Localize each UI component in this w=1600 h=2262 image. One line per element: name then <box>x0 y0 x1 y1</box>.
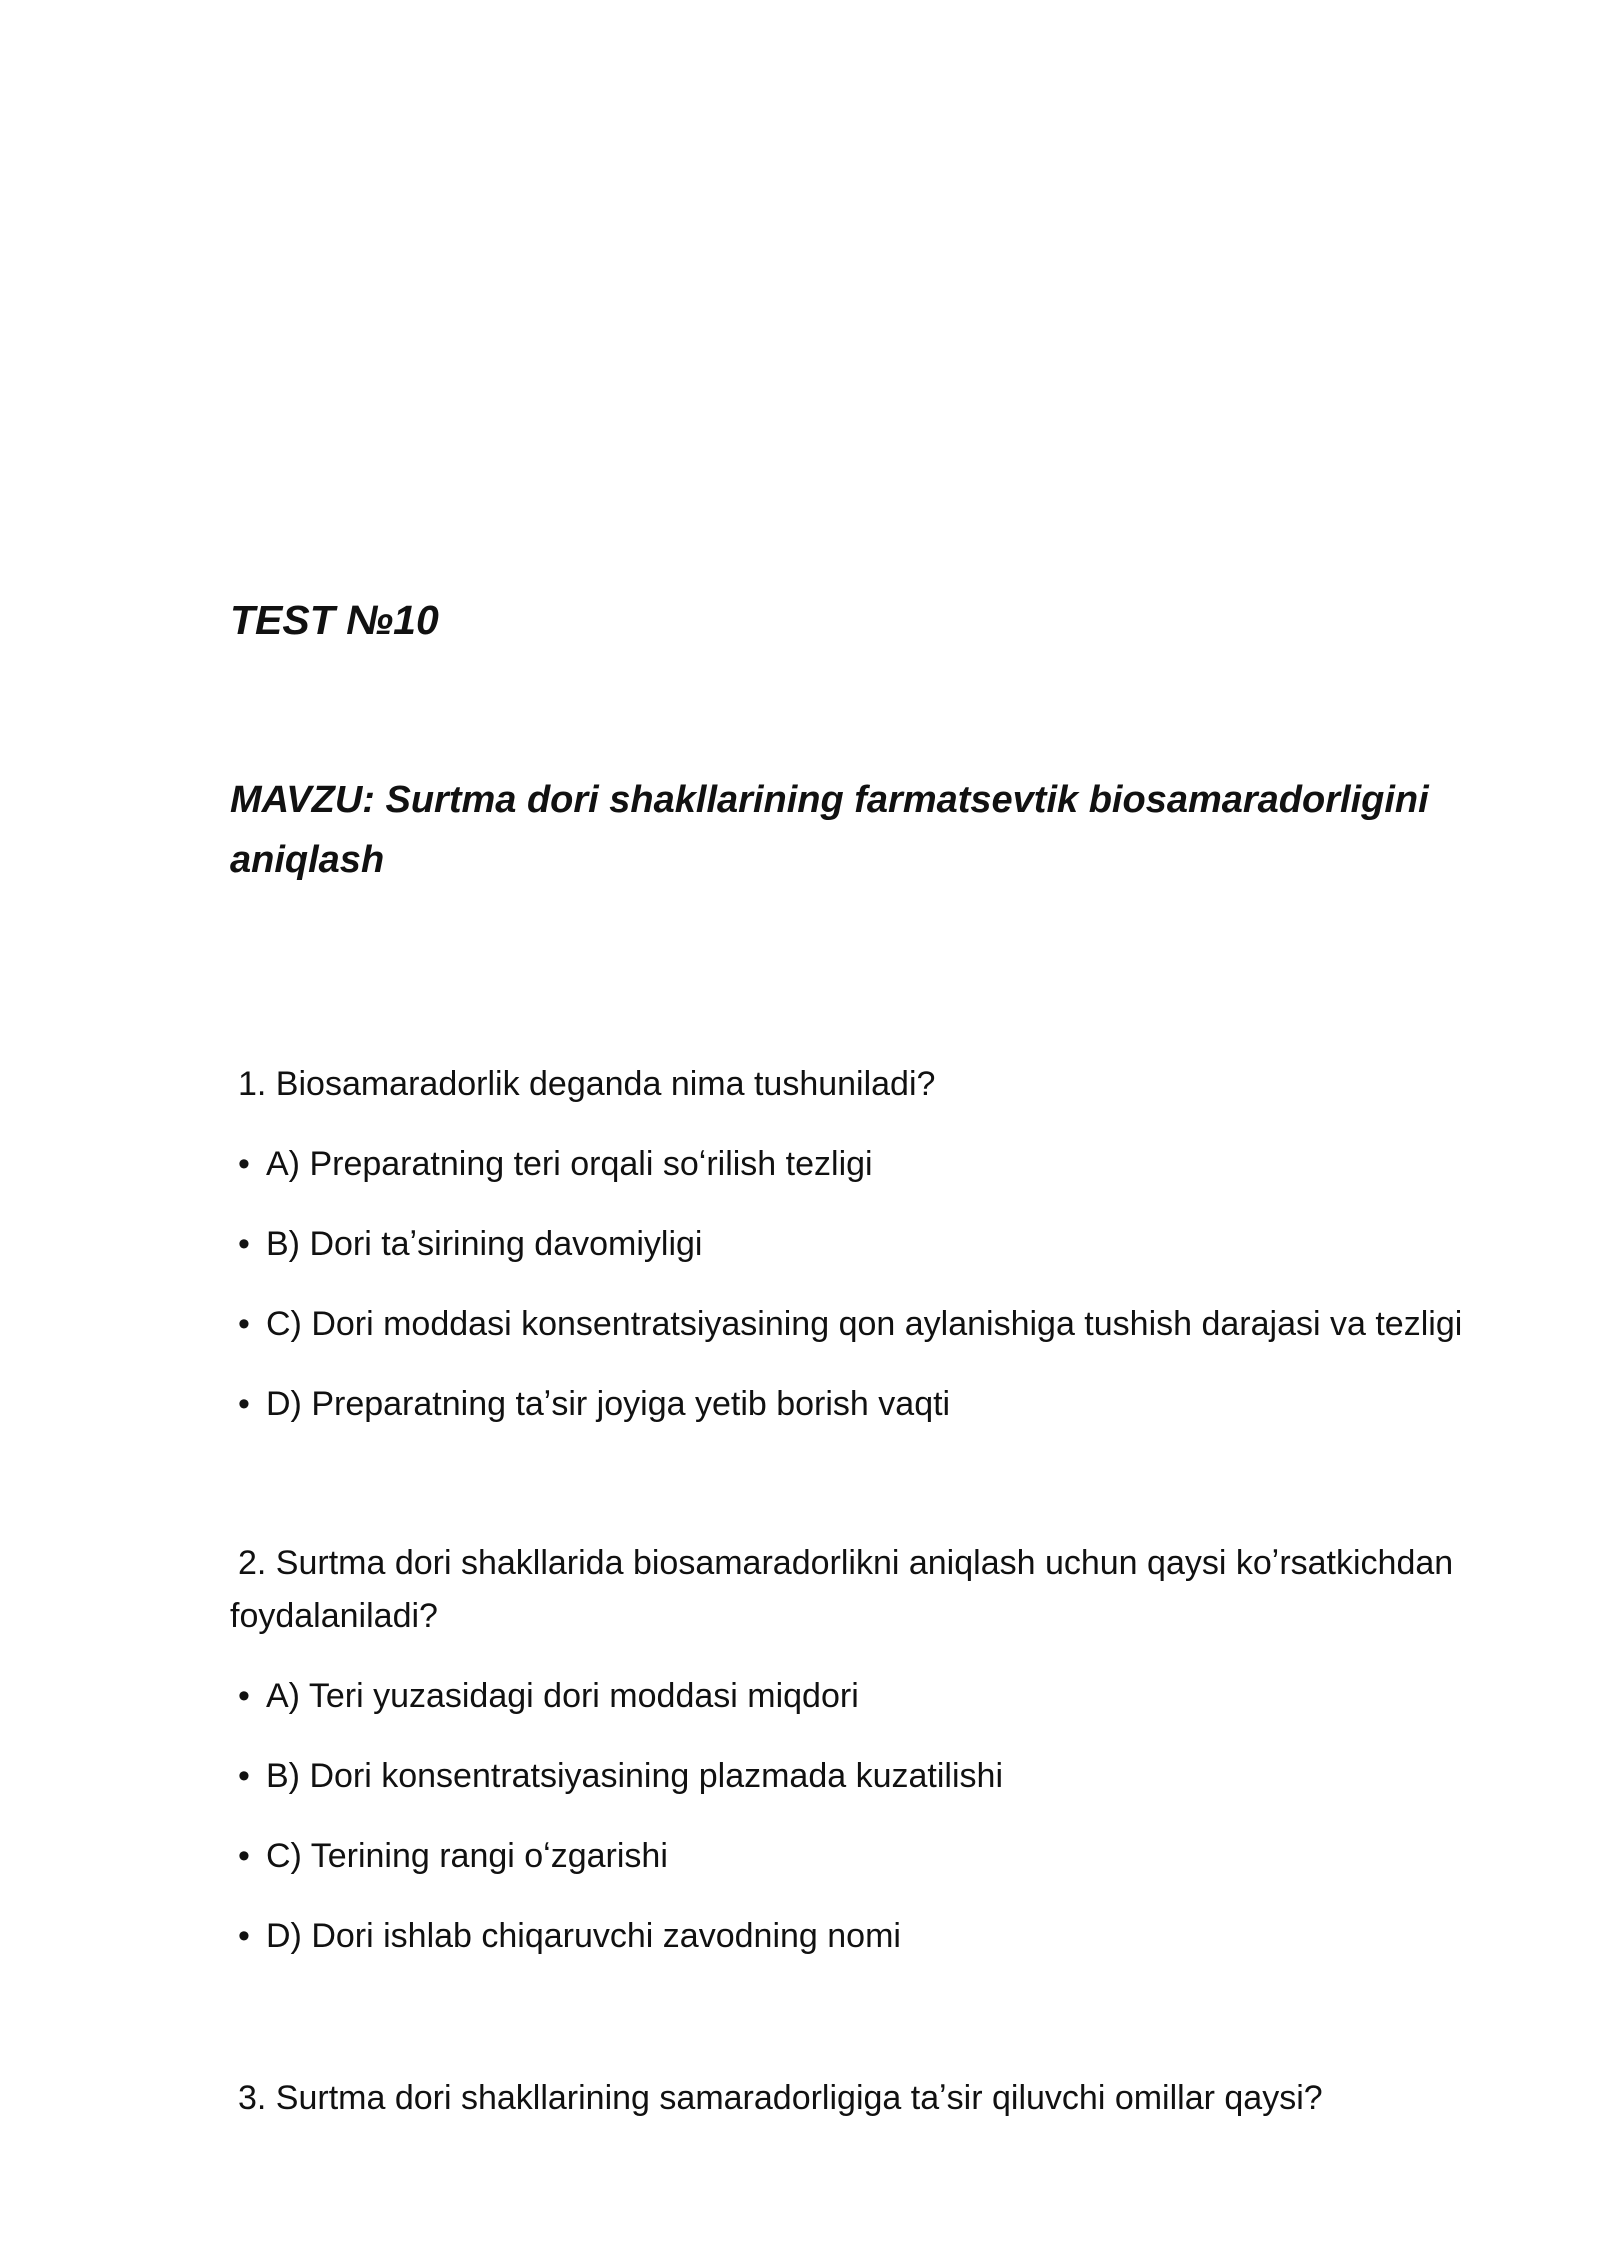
option-text: C) Dori moddasi konsentratsiyasining qon aylanishiga tushish darajasi va tezligi <box>266 1305 1463 1343</box>
question-text: 2. Surtma dori shakllarida biosamaradorlikni aniqlash uchun qaysi koʼrsatkichdan foydalaniladi? <box>230 1544 1454 1635</box>
option-item <box>230 1750 1490 1803</box>
bullet-icon: • <box>238 1145 250 1183</box>
question-text: 3. Surtma dori shakllarining samaradorligiga taʼsir qiluvchi omillar qaysi? <box>238 2079 1323 2117</box>
bullet-icon: • <box>238 1677 250 1715</box>
test-title: TEST №10 <box>230 597 439 643</box>
option-text: A) Preparatning teri orqali soʻrilish tezligi <box>266 1145 873 1183</box>
question-2 <box>230 1537 1490 1963</box>
option-item <box>230 1670 1490 1723</box>
option-text: D) Dori ishlab chiqaruvchi zavodning nomi <box>266 1917 901 1955</box>
option-item <box>230 1830 1490 1883</box>
option-item <box>230 1378 1490 1431</box>
question-text: 1. Biosamaradorlik deganda nima tushuniladi? <box>238 1065 936 1103</box>
bullet-icon: • <box>238 1917 250 1955</box>
option-text: A) Teri yuzasidagi dori moddasi miqdori <box>266 1677 859 1715</box>
option-list <box>230 1138 1490 1431</box>
bullet-icon: • <box>238 1837 250 1875</box>
option-item <box>230 1298 1490 1351</box>
option-item <box>230 1138 1490 1191</box>
option-text: B) Dori konsentratsiyasining plazmada kuzatilishi <box>266 1757 1003 1795</box>
question-3 <box>230 2072 1490 2125</box>
option-item <box>230 1910 1490 1963</box>
option-list <box>230 1670 1490 1963</box>
option-text: D) Preparatning taʼsir joyiga yetib borish vaqti <box>266 1385 951 1423</box>
question-1 <box>230 1058 1490 1431</box>
option-item <box>230 1218 1490 1271</box>
topic-heading: MAVZU: Surtma dori shakllarining farmatsevtik biosamaradorligini aniqlash <box>230 779 1429 881</box>
bullet-icon: • <box>238 1385 250 1423</box>
bullet-icon: • <box>238 1305 250 1343</box>
bullet-icon: • <box>238 1225 250 1263</box>
bullet-icon: • <box>238 1757 250 1795</box>
option-text: C) Terining rangi oʻzgarishi <box>266 1837 668 1875</box>
option-text: B) Dori taʼsirining davomiyligi <box>266 1225 703 1263</box>
